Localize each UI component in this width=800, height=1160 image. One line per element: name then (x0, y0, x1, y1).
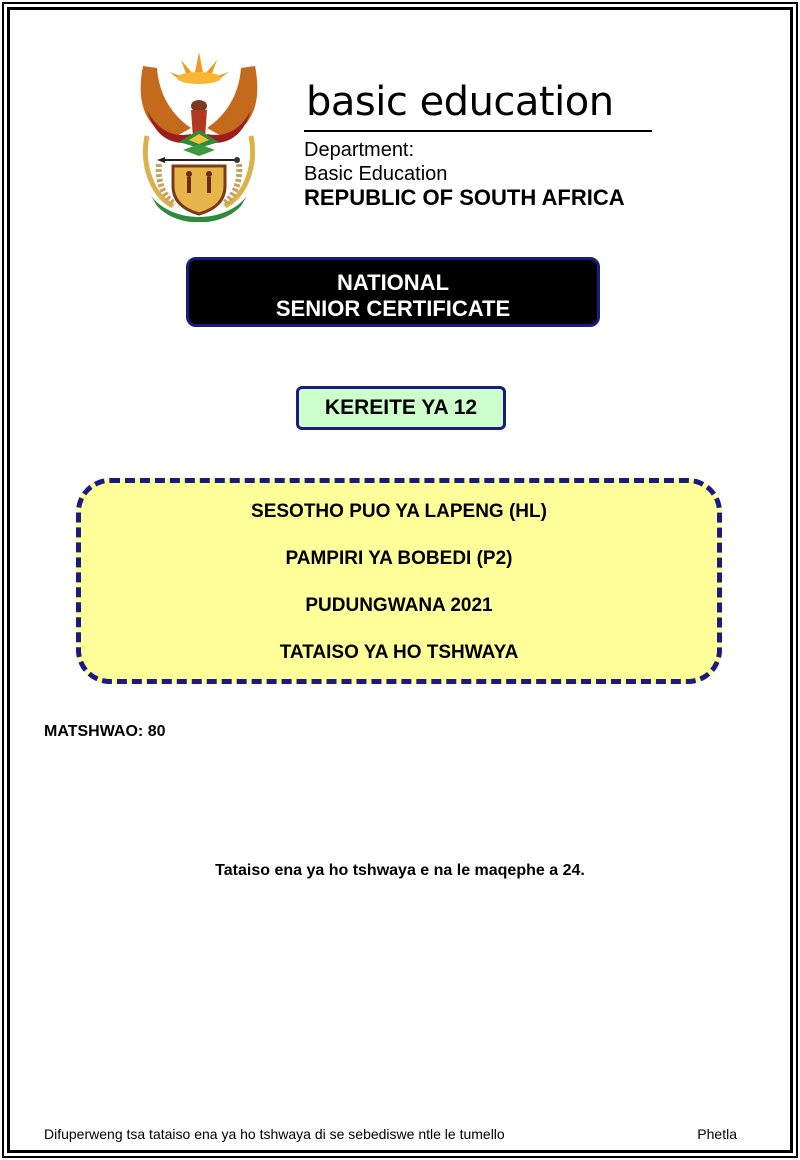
certificate-line-1: NATIONAL (336, 270, 450, 295)
department-name: Basic Education (304, 163, 448, 185)
department-label: Department: (304, 139, 415, 161)
grade-badge: KEREITE YA 12 (296, 386, 506, 430)
country-name: REPUBLIC OF SOUTH AFRICA (304, 185, 625, 210)
page-count-note: Tataiso ena ya ho tshwaya e na le maqephe a 24. (215, 862, 585, 879)
paper-info-box (76, 478, 722, 684)
brand-divider (304, 130, 652, 132)
department-branding (304, 78, 654, 210)
certificate-banner (186, 257, 600, 327)
certificate-line-2: SENIOR CERTIFICATE (275, 296, 511, 321)
turn-over-label: Phetla (697, 1126, 737, 1142)
coat-of-arms-icon (133, 46, 265, 222)
brand-title: basic education (306, 79, 614, 125)
subject-title: SESOTHO PUO YA LAPENG (HL) (251, 501, 547, 522)
exam-session: PUDUNGWANA 2021 (305, 595, 493, 616)
document-type: TATAISO YA HO TSHWAYA (279, 642, 519, 663)
paper-number: PAMPIRI YA BOBEDI (P2) (285, 548, 513, 569)
total-marks: MATSHWAO: 80 (44, 723, 166, 740)
copyright-notice: Difuperweng tsa tataiso ena ya ho tshwaya di se sebediswe ntle le tumello (44, 1126, 505, 1142)
